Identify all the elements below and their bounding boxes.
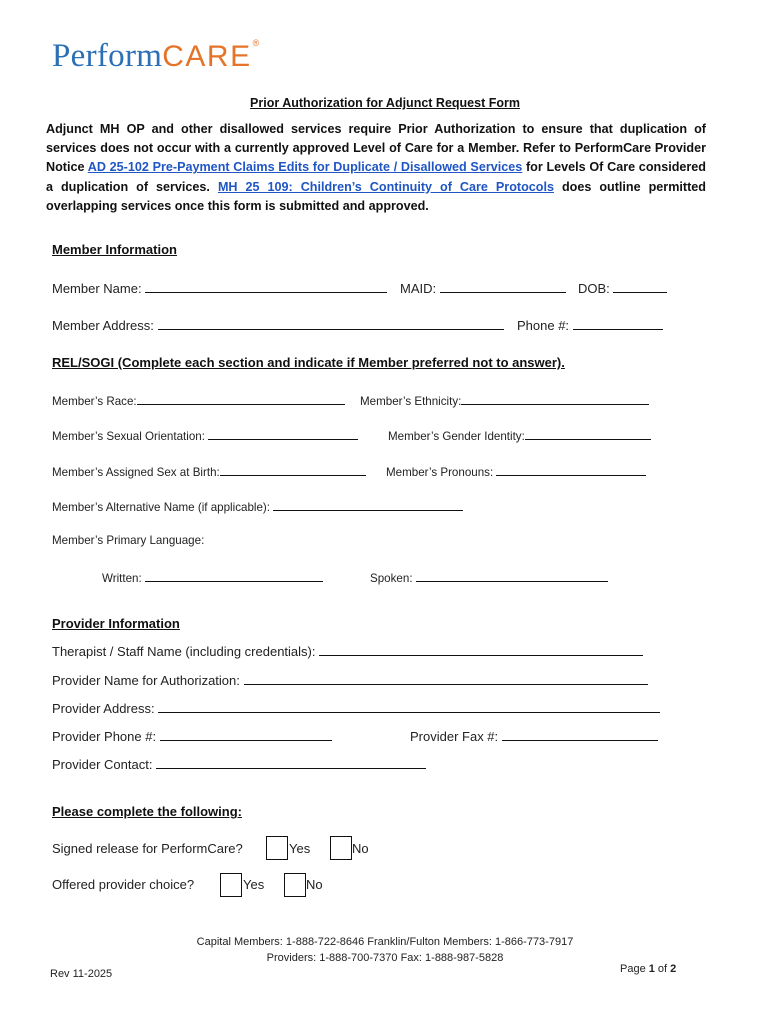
release-yes-checkbox[interactable]	[266, 836, 288, 860]
footer-provider-phones: Providers: 1-888-700-7370 Fax: 1-888-987-5828	[266, 952, 504, 964]
spoken-label: Spoken:	[370, 572, 413, 585]
race-field[interactable]	[137, 392, 345, 405]
provider-contact-label: Provider Contact:	[52, 757, 153, 772]
maid-row	[400, 280, 566, 296]
performcare-logo	[52, 38, 259, 74]
maid-label: MAID:	[400, 281, 437, 296]
ethnicity-row	[360, 392, 649, 408]
altname-field[interactable]	[273, 498, 463, 511]
dob-label: DOB:	[578, 281, 610, 296]
orientation-field[interactable]	[208, 427, 358, 440]
provider-name-row	[52, 672, 648, 688]
provider-name-label: Provider Name for Authorization:	[52, 673, 240, 688]
member-name-field[interactable]	[145, 280, 387, 293]
pronouns-label: Member’s Pronouns:	[386, 466, 494, 479]
continuity-protocols-link[interactable]: MH 25 109: Children’s Continuity of Care Protocols	[217, 179, 554, 194]
orientation-row	[52, 427, 358, 443]
race-row	[52, 392, 345, 408]
sex-label: Member’s Assigned Sex at Birth:	[52, 466, 220, 479]
race-label: Member’s Race:	[52, 395, 137, 408]
orientation-label: Member’s Sexual Orientation:	[52, 430, 205, 443]
member-phone-field[interactable]	[573, 317, 663, 330]
logo-registered-mark: ®	[252, 38, 260, 48]
written-row	[102, 569, 323, 585]
gender-row	[388, 427, 651, 443]
provider-fax-label: Provider Fax #:	[410, 729, 499, 744]
footer-member-phones: Capital Members: 1-888-722-8646 Franklin/Fulton Members: 1-866-773-7917	[196, 936, 574, 948]
altname-label: Member’s Alternative Name (if applicable):	[52, 501, 271, 514]
therapist-label: Therapist / Staff Name (including credentials):	[52, 644, 316, 659]
complete-heading: Please complete the following:	[52, 804, 242, 819]
spoken-row	[370, 569, 608, 585]
revision-label: Rev 11-2025	[50, 968, 113, 980]
form-title: Prior Authorization for Adjunct Request Form	[250, 96, 520, 110]
ethnicity-field[interactable]	[461, 392, 649, 405]
logo-perform-text: Perform	[52, 38, 163, 74]
member-address-label: Member Address:	[52, 318, 154, 333]
written-label: Written:	[102, 572, 142, 585]
dob-row	[578, 280, 667, 296]
page-of: of	[654, 963, 671, 975]
logo-care-text: CARE	[162, 40, 252, 73]
member-name-label: Member Name:	[52, 281, 142, 296]
release-label: Signed release for PerformCare?	[52, 841, 243, 856]
sex-row	[52, 463, 366, 479]
member-phone-label: Phone #:	[517, 318, 570, 333]
provider-fax-row	[410, 728, 658, 744]
provider-phone-row	[52, 728, 332, 744]
intro-text-1: Adjunct MH OP and other disallowed services require Prior Authorization to ensure that duplication of services does not occur with a currently approved Level of Care for a Member. Refer to PerformCare Provider Notice	[46, 122, 706, 175]
gender-field[interactable]	[525, 427, 651, 440]
intro-text-3: does outline permitted overlapping services once this form is submitted and approved.	[46, 179, 706, 213]
release-no-label: No	[352, 841, 369, 856]
provider-fax-field[interactable]	[502, 728, 658, 741]
therapist-field[interactable]	[319, 643, 643, 656]
member-name-row	[52, 280, 387, 296]
gender-label: Member’s Gender Identity:	[388, 430, 525, 443]
member-address-row	[52, 317, 504, 333]
choice-no-checkbox[interactable]	[284, 873, 306, 897]
provider-notice-link[interactable]: AD 25-102 Pre-Payment Claims Edits for Duplicate / Disallowed Services	[87, 160, 523, 175]
intro-text-2: for Levels Of Care considered a duplication of services.	[46, 160, 706, 194]
provider-contact-field[interactable]	[156, 756, 426, 769]
therapist-row	[52, 643, 643, 659]
provider-name-field[interactable]	[244, 672, 648, 685]
altname-row	[52, 498, 463, 514]
pronouns-field[interactable]	[496, 463, 646, 476]
maid-field[interactable]	[440, 280, 566, 293]
release-no-checkbox[interactable]	[330, 836, 352, 860]
choice-yes-checkbox[interactable]	[220, 873, 242, 897]
provider-address-label: Provider Address:	[52, 701, 155, 716]
provider-contact-row	[52, 756, 426, 772]
provider-address-field[interactable]	[158, 700, 660, 713]
intro-paragraph	[46, 120, 706, 216]
page-total: 2	[670, 963, 677, 975]
page-number: 1	[648, 963, 655, 975]
choice-yes-label: Yes	[243, 877, 265, 892]
sex-field[interactable]	[220, 463, 366, 476]
choice-no-label: No	[306, 877, 323, 892]
provider-address-row	[52, 700, 660, 716]
language-label: Member’s Primary Language:	[52, 534, 205, 547]
page-indicator	[620, 963, 676, 975]
page-word: Page	[620, 963, 649, 975]
member-address-field[interactable]	[158, 317, 504, 330]
provider-info-heading: Provider Information	[52, 616, 180, 631]
spoken-field[interactable]	[416, 569, 608, 582]
relsogi-heading: REL/SOGI (Complete each section and indicate if Member preferred not to answer).	[52, 355, 565, 370]
release-yes-label: Yes	[289, 841, 311, 856]
pronouns-row	[386, 463, 646, 479]
ethnicity-label: Member’s Ethnicity:	[360, 395, 462, 408]
provider-phone-field[interactable]	[160, 728, 332, 741]
written-field[interactable]	[145, 569, 323, 582]
dob-field[interactable]	[613, 280, 667, 293]
choice-label: Offered provider choice?	[52, 877, 195, 892]
member-info-heading: Member Information	[52, 242, 177, 257]
member-phone-row	[517, 317, 663, 333]
provider-phone-label: Provider Phone #:	[52, 729, 157, 744]
